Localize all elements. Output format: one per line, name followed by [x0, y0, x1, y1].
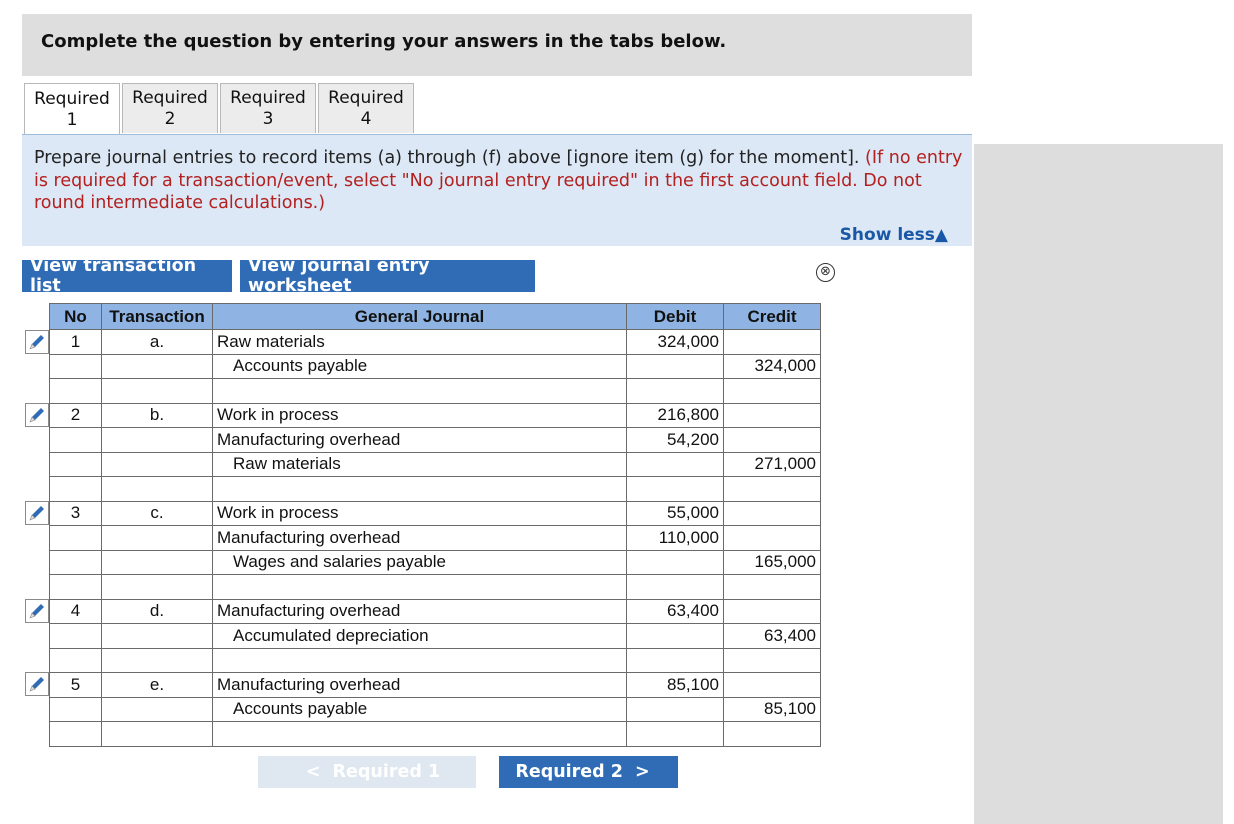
- table-row: [50, 354, 821, 379]
- tab-required-2[interactable]: [122, 83, 218, 133]
- cell-account: [213, 648, 627, 673]
- instruction-main: Prepare journal entries to record items (a) through (f) above [ignore item (g) for the moment].: [34, 148, 860, 168]
- cell-debit: 63,400: [627, 599, 724, 624]
- cell-debit: 324,000: [627, 330, 724, 355]
- tab-label: Required: [230, 87, 306, 108]
- cell-credit: [724, 526, 821, 551]
- cell-no: 1: [50, 330, 102, 355]
- cell-transaction: [102, 477, 213, 502]
- instruction-text: [34, 147, 964, 215]
- table-row: [50, 648, 821, 673]
- tab-number: 2: [164, 108, 176, 129]
- cell-no: [50, 697, 102, 722]
- edit-entry-4-pencil-icon[interactable]: [25, 599, 49, 623]
- table-row: [50, 526, 821, 551]
- cell-account: Accumulated depreciation: [213, 624, 627, 649]
- required-tabs: [24, 83, 416, 134]
- cell-account: Accounts payable: [213, 354, 627, 379]
- cell-no: [50, 624, 102, 649]
- table-row: [50, 722, 821, 747]
- table-row: [50, 697, 821, 722]
- table-row: [50, 673, 821, 698]
- journal-header-row: [50, 304, 821, 330]
- cell-debit: 54,200: [627, 428, 724, 453]
- table-row: [50, 452, 821, 477]
- cell-credit: [724, 648, 821, 673]
- show-less-link[interactable]: [840, 225, 948, 245]
- cell-debit: [627, 697, 724, 722]
- cell-no: [50, 648, 102, 673]
- cell-debit: 216,800: [627, 403, 724, 428]
- cell-account: Manufacturing overhead: [213, 599, 627, 624]
- table-row: [50, 550, 821, 575]
- cell-debit: [627, 624, 724, 649]
- cell-transaction: d.: [102, 599, 213, 624]
- cell-account: Manufacturing overhead: [213, 428, 627, 453]
- journal-table: [49, 303, 821, 747]
- cell-credit: [724, 428, 821, 453]
- question-header: [22, 14, 972, 76]
- cell-debit: 110,000: [627, 526, 724, 551]
- cell-account: [213, 722, 627, 747]
- cell-credit: [724, 379, 821, 404]
- chevron-right-icon: >: [634, 762, 650, 782]
- view-transaction-list-button[interactable]: [22, 256, 232, 296]
- cell-account: [213, 575, 627, 600]
- close-icon[interactable]: ⊗: [816, 263, 835, 282]
- view-transaction-list-label: View transaction list: [30, 256, 197, 296]
- next-required-button[interactable]: [499, 756, 678, 788]
- cell-transaction: a.: [102, 330, 213, 355]
- cell-account: Wages and salaries payable: [213, 550, 627, 575]
- cell-credit: 63,400: [724, 624, 821, 649]
- question-header-title: Complete the question by entering your answers in the tabs below.: [41, 31, 727, 52]
- cell-debit: [627, 452, 724, 477]
- cell-credit: [724, 673, 821, 698]
- tab-number: 1: [66, 109, 78, 130]
- col-header-debit: Debit: [627, 304, 724, 330]
- cell-credit: [724, 575, 821, 600]
- cell-transaction: e.: [102, 673, 213, 698]
- cell-credit: 324,000: [724, 354, 821, 379]
- cell-credit: [724, 330, 821, 355]
- cell-no: 5: [50, 673, 102, 698]
- tab-label: Required: [34, 88, 110, 109]
- chevron-left-icon: <: [305, 762, 321, 782]
- instruction-note: (If no entry is required for a transaction/event, select "No journal entry required" in the first account field. Do not round intermediate calculations.): [34, 148, 963, 213]
- col-header-no: No: [50, 304, 102, 330]
- cell-credit: [724, 501, 821, 526]
- cell-account: [213, 477, 627, 502]
- cell-transaction: c.: [102, 501, 213, 526]
- cell-debit: [627, 354, 724, 379]
- cell-transaction: [102, 624, 213, 649]
- tab-number: 3: [262, 108, 274, 129]
- cell-no: [50, 428, 102, 453]
- cell-debit: 55,000: [627, 501, 724, 526]
- cell-account: Manufacturing overhead: [213, 673, 627, 698]
- tab-label: Required: [328, 87, 404, 108]
- cell-transaction: [102, 697, 213, 722]
- show-less-label: Show less: [839, 225, 935, 245]
- cell-no: 3: [50, 501, 102, 526]
- edit-entry-1-pencil-icon[interactable]: [25, 330, 49, 354]
- table-row: [50, 575, 821, 600]
- tab-required-1[interactable]: [24, 83, 120, 135]
- cell-credit: [724, 477, 821, 502]
- edit-entry-3-pencil-icon[interactable]: [25, 501, 49, 525]
- cell-no: [50, 379, 102, 404]
- cell-no: 2: [50, 403, 102, 428]
- table-row: [50, 330, 821, 355]
- table-row: [50, 501, 821, 526]
- cell-debit: [627, 648, 724, 673]
- tab-number: 4: [360, 108, 372, 129]
- col-header-transaction: Transaction: [102, 304, 213, 330]
- cell-transaction: [102, 526, 213, 551]
- cell-account: Accounts payable: [213, 697, 627, 722]
- col-header-credit: Credit: [724, 304, 821, 330]
- right-side-panel: [974, 144, 1223, 824]
- cell-credit: 271,000: [724, 452, 821, 477]
- table-row: [50, 599, 821, 624]
- cell-account: Work in process: [213, 403, 627, 428]
- table-row: [50, 428, 821, 453]
- table-row: [50, 477, 821, 502]
- view-journal-worksheet-label: View journal entry worksheet: [248, 256, 430, 296]
- cell-transaction: [102, 379, 213, 404]
- instruction-panel: [22, 134, 972, 246]
- cell-transaction: [102, 428, 213, 453]
- edit-entry-5-pencil-icon[interactable]: [25, 672, 49, 696]
- cell-credit: [724, 722, 821, 747]
- cell-transaction: [102, 550, 213, 575]
- cell-credit: [724, 599, 821, 624]
- cell-account: Manufacturing overhead: [213, 526, 627, 551]
- cell-debit: 85,100: [627, 673, 724, 698]
- tab-required-3[interactable]: [220, 83, 316, 133]
- cell-account: Work in process: [213, 501, 627, 526]
- triangle-up-icon: ▲: [934, 225, 948, 245]
- prev-required-label: Required 1: [332, 762, 441, 782]
- cell-debit: [627, 575, 724, 600]
- tab-label: Required: [132, 87, 208, 108]
- view-journal-worksheet-button[interactable]: [240, 256, 535, 296]
- cell-credit: 165,000: [724, 550, 821, 575]
- cell-debit: [627, 379, 724, 404]
- cell-no: [50, 722, 102, 747]
- next-required-label: Required 2: [515, 762, 623, 782]
- prev-required-button: [258, 756, 476, 788]
- cell-transaction: [102, 575, 213, 600]
- cell-account: Raw materials: [213, 330, 627, 355]
- cell-no: [50, 526, 102, 551]
- cell-debit: [627, 722, 724, 747]
- cell-transaction: [102, 648, 213, 673]
- cell-no: [50, 477, 102, 502]
- cell-no: [50, 550, 102, 575]
- cell-transaction: b.: [102, 403, 213, 428]
- table-row: [50, 379, 821, 404]
- cell-transaction: [102, 452, 213, 477]
- table-row: [50, 624, 821, 649]
- cell-no: [50, 354, 102, 379]
- cell-credit: [724, 403, 821, 428]
- tab-required-4[interactable]: [318, 83, 414, 133]
- edit-entry-2-pencil-icon[interactable]: [25, 403, 49, 427]
- table-row: [50, 403, 821, 428]
- cell-credit: 85,100: [724, 697, 821, 722]
- cell-debit: [627, 477, 724, 502]
- cell-no: [50, 452, 102, 477]
- cell-no: 4: [50, 599, 102, 624]
- cell-transaction: [102, 354, 213, 379]
- cell-account: [213, 379, 627, 404]
- cell-no: [50, 575, 102, 600]
- cell-transaction: [102, 722, 213, 747]
- col-header-general-journal: General Journal: [213, 304, 627, 330]
- cell-account: Raw materials: [213, 452, 627, 477]
- cell-debit: [627, 550, 724, 575]
